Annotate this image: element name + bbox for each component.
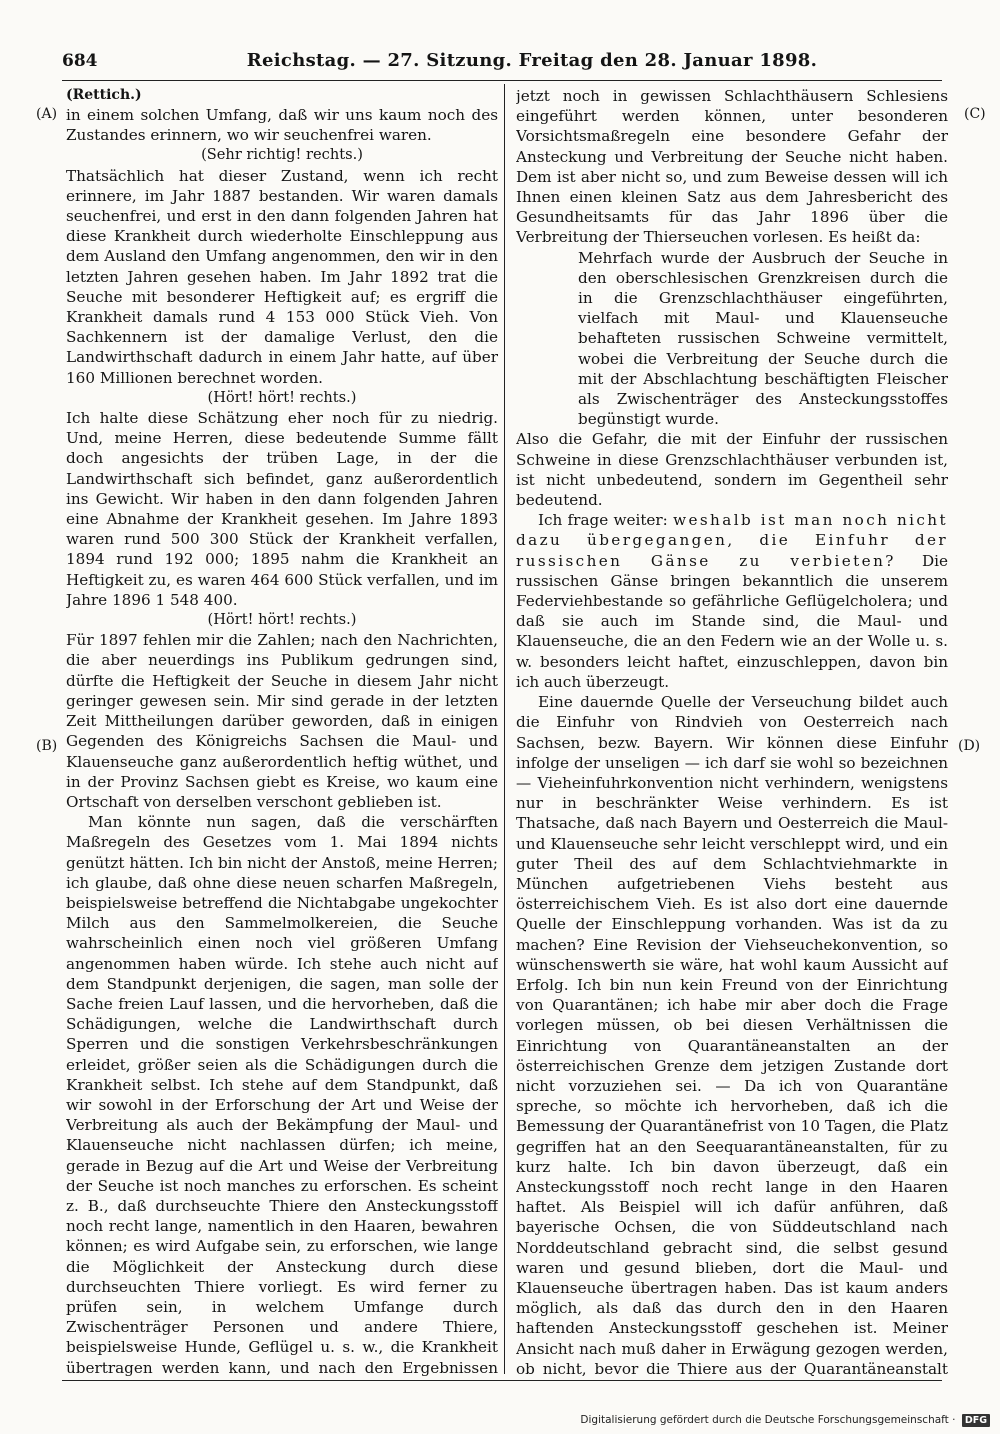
speaker-name: (Rettich.) [66,87,142,103]
right-column [516,86,948,1376]
emphasized-text: weshalb ist man noch nicht dazu übergegangen, die Einfuhr der russischen Gänse zu verbieten? [516,511,948,570]
paragraph [516,510,948,692]
margin-marker-d: (D) [958,738,981,754]
paragraph: jetzt noch in gewissen Schlachthäusern Schlesiens eingeführt werden können, unter besonderen Vorsichtsmaßregeln eine besondere Gefahr der Ansteckung und Verbreitung der Seuche nicht haben. Dem ist aber nicht so, und zum Beweise dessen will ich Ihnen einen kleinen Satz aus dem Jahresbericht des Gesundheitsamts für das Jahr 1896 über die Verbreitung der Thierseuchen vorlesen. Es heißt da: [516,87,948,247]
margin-marker-a: (A) [36,106,58,122]
paragraph-text: Ich frage weiter: [538,511,668,530]
running-header [62,50,942,76]
header-title: Reichstag. — 27. Sitzung. Freitag den 28. Januar 1898. [246,50,818,71]
header-rule [62,80,942,81]
credit-text: Digitalisierung gefördert durch die Deutsche Forschungsgemeinschaft · [580,1414,956,1426]
margin-marker-b: (B) [36,738,58,754]
paragraph-text: Die russischen Gänse bringen bekanntlich die unserem Federviehbestande so gefährliche Geflügelcholera; und daß sie auch im Stande sind, die Maul- und Klauenseuche, die an den Federn wie an der Wolle u. s. w. besonders leicht haftet, einzuschleppen, davon bin ich auch überzeugt. [516,551,948,691]
dfg-logo: DFG [962,1414,990,1427]
paragraph: Thatsächlich hat dieser Zustand, wenn ich recht erinnere, im Jahr 1887 bestanden. Wir waren damals seuchenfrei, und erst in den dann folgenden Jahren hat diese Krankheit durch wiederholte Einschleppung aus dem Ausland den Umfang angenommen, den wir in den letzten Jahren gesehen haben. Im Jahr 1892 trat die Seuche mit besonderer Heftigkeit auf; es ergriff die Krankheit damals rund 4 153 000 Stück Vieh. Von Sachkennern ist der damalige Verlust, den die Landwirthschaft dadurch in einem Jahr hatte, auf über 160 Millionen berechnet worden. [66,166,498,387]
interjection: (Sehr richtig! rechts.) [201,146,363,164]
margin-marker-c: (C) [964,106,986,122]
footer-rule [62,1380,942,1381]
paragraph: Eine dauernde Quelle der Verseuchung bildet auch die Einfuhr von Rindvieh von Oesterreich nach Sachsen, bezw. Bayern. Wir können diese Einfuhr infolge der unseligen — ich darf sie wohl so bezeichnen — Vieheinfuhrkonvention nicht verhindern, wenigstens nur in beschränkter Weise verhindern. Es ist Thatsache, daß nach Bayern und Oesterreich die Maul- und Klauenseuche sehr leicht verschleppt wird, und ein guter Theil des auf dem Schlachtviehmarkte in München aufgetriebenen Viehs besteht aus österreichischem Vieh. Es ist also dort eine dauernde Quelle der Einschleppung vorhanden. Was ist da zu machen? Eine Revision der Viehseuchekonvention, so wünschenswerth sie wäre, hat wohl kaum Aussicht auf Erfolg. Ich bin nun kein Freund von der Einrichtung von Quarantänen; ich habe mir aber doch die Frage vorlegen müssen, ob bei diesen Verhältnissen die Einrichtung von Quarantäneanstalten an der österreichischen Grenze dem jetzigen Zustande dort nicht vorzuziehen sei. — Da ich von Quarantäne spreche, so möchte ich hervorheben, daß ich die Bemessung der Quarantänefrist von 10 Tagen, die Platz gegriffen hat an den Seequarantäneanstalten, für zu kurz halte. Ich bin davon überzeugt, daß ein Ansteckungsstoff noch recht lange in den Haaren haftet. Als Beispiel will ich dafür anführen, daß bayerische Ochsen, die von Süddeutschland nach Norddeutschland gebracht sind, die selbst gesund waren und gesund blieben, dort die Maul- und Klauenseuche übertragen haben. Das ist kaum anders möglich, als daß das durch den in den Haaren haftenden Ansteckungsstoff geschehen ist. Meiner Ansicht nach muß daher in Erwägung gezogen werden, ob nicht, bevor die Thiere aus der Quarantäneanstalt [516,693,948,1376]
paragraph: Ich halte diese Schätzung eher noch für zu niedrig. Und, meine Herren, diese bedeutende Summe fällt doch angesichts der trüben Lage, in der die Landwirthschaft sich befindet, ganz außerordentlich ins Gewicht. Wir haben in den dann folgenden Jahren eine Abnahme der Krankheit gesehen. Im Jahre 1893 waren rund 500 300 Stück der Krankheit verfallen, 1894 rund 192 000; 1895 nahm die Krankheit an Heftigkeit zu, es waren 464 600 Stück verfallen, und im Jahre 1896 1 548 400. [66,409,498,609]
paragraph: Für 1897 fehlen mir die Zahlen; nach den Nachrichten, die aber neuerdings ins Publikum gedrungen sind, dürfte die Heftigkeit der Seuche in diesem Jahr nicht geringer gewesen sein. Mir sind gerade in der letzten Zeit Mittheilungen darüber geworden, daß in einigen Gegenden des Königreichs Sachsen die Maul- und Klauenseuche ganz außerordentlich heftig wüthet, und in der Provinz Sachsen giebt es Kreise, wo kaum eine Ortschaft von derselben verschont geblieben ist. [66,631,498,811]
left-column [66,86,498,1376]
block-quote: Mehrfach wurde der Ausbruch der Seuche in den oberschlesischen Grenzkreisen durch die in die Grenzschlachthäuser eingeführten, vielfach mit Maul- und Klauenseuche behafteten russischen Schweine vermittelt, wobei die Verbreitung der Seuche durch die mit der Abschlachtung beschäftigten Fleischer als Zwischenträger des Ansteckungsstoffes begünstigt wurde. [578,248,948,429]
interjection: (Hört! hört! rechts.) [207,388,357,406]
digitization-credit [560,1412,990,1428]
paragraph: in einem solchen Umfang, daß wir uns kaum noch des Zustandes erinnern, wo wir seuchenfrei waren. [66,106,498,145]
paragraph-text: Man könnte nun sagen, daß die verschärften Maßregeln des Gesetzes vom 1. Mai 1894 nichts genützt hätten. Ich bin nicht der Anstoß, meine Herren; ich glaube, daß ohne diese neuen scharfen Maßregeln, beispielsweise betreffend die Nichtabgabe ungekochter Milch aus den Sammelmolkereien, die Seuche wahrscheinlich einen noch viel größeren Umfang angenommen haben würde. Ich stehe auch nicht auf dem Standpunkt derjenigen, die sagen, man solle der Sache freien Lauf lassen, und die hervorheben, daß die Schädigungen, welche die Landwirthschaft durch Sperren und die sonstigen Verkehrsbeschränkungen erleidet, größer seien als die Schädigungen durch die Krankheit selbst. Ich stehe auf dem Standpunkt, daß wir sowohl in der Erforschung der Art und Weise der Verbreitung als auch der Bekämpfung der Maul- und Klauenseuche nicht nachlassen dürfen; ich meine, gerade in Bezug auf die Art und Weise der Verbreitung der Seuche ist noch manches zu erforschen. Es scheint z. B., daß durchseuchte Thiere den Ansteckungsstoff noch recht lange, namentlich in den Haaren, bewahren können; es wird Aufgabe sein, zu erforschen, wie lange die Möglichkeit der Ansteckung durch diese durchseuchten Thiere vorliegt. Es wird ferner zu prüfen sein, in welchem Umfange durch Zwischenträger Personen und andere Thiere, beispielsweise Hunde, Geflügel u. s. w., die Krankheit übertragen werden kann, und nach den Ergebnissen [66,813,498,1376]
page-number: 684 [62,51,98,71]
paragraph [66,812,498,1376]
interjection: (Hört! hört! rechts.) [207,611,357,629]
paragraph: Also die Gefahr, die mit der Einfuhr der russischen Schweine in diese Grenzschlachthäuser verbunden ist, ist nicht unbedeutend, sondern im Gegentheil sehr bedeutend. [516,430,948,510]
column-divider [504,84,505,1374]
